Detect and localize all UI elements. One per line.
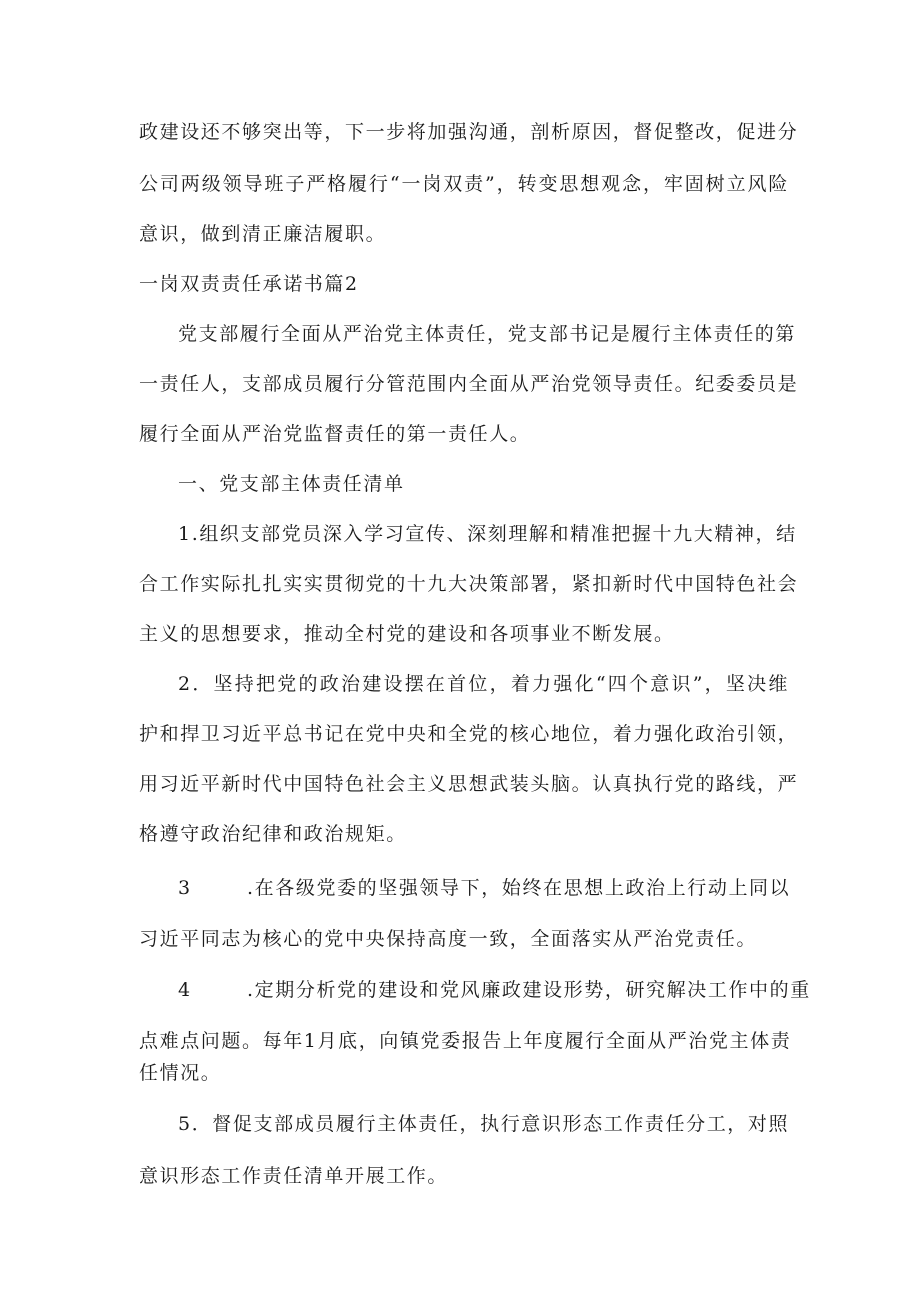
text-line: .在各级党委的坚强领导下，始终在思想上政治上行动上同以 bbox=[247, 877, 791, 899]
text-line: 习近平同志为核心的党中央保持高度一致，全面落实从严治党责任。 bbox=[139, 928, 758, 950]
text-line: 主义的思想要求，推动全村党的建设和各项事业不断发展。 bbox=[139, 623, 675, 645]
item-number: 3 bbox=[178, 877, 191, 899]
text-line: 意识形态工作责任清单开展工作。 bbox=[139, 1165, 449, 1187]
text-line: 公司两级领导班子严格履行“一岗双责”，转变思想观念，牢固树立风险 bbox=[139, 173, 789, 195]
text-line: 护和捍卫习近平总书记在党中央和全党的核心地位，着力强化政治引领， bbox=[139, 723, 799, 745]
section-title: 一岗双责责任承诺书篇2 bbox=[139, 273, 359, 295]
text-line: 2．坚持把党的政治建设摆在首位，着力强化“四个意识”，坚决维 bbox=[178, 673, 789, 695]
item-number: 4 bbox=[178, 979, 191, 1001]
text-line: .定期分析党的建设和党风廉政建设形势，研究解决工作中的重 bbox=[247, 979, 811, 1001]
text-line: 党支部履行全面从严治党主体责任，党支部书记是履行主体责任的第 bbox=[178, 323, 797, 345]
text-line: 履行全面从严治党监督责任的第一责任人。 bbox=[139, 423, 531, 445]
text-line: 5．督促支部成员履行主体责任，执行意识形态工作责任分工，对照 bbox=[178, 1113, 790, 1135]
list-heading: 一、党支部主体责任清单 bbox=[178, 473, 405, 495]
text-line: 一责任人，支部成员履行分管范围内全面从严治党领导责任。纪委委员是 bbox=[139, 373, 799, 395]
text-line: 合工作实际扎扎实实贯彻党的十九大决策部署，紧扣新时代中国特色社会 bbox=[139, 573, 799, 595]
text-line: 用习近平新时代中国特色社会主义思想武装头脑。认真执行党的路线，严 bbox=[139, 773, 799, 795]
text-line: 格遵守政治纪律和政治规矩。 bbox=[139, 823, 407, 845]
text-line: 1.组织支部党员深入学习宣传、深刻理解和精准把握十九大精神，结 bbox=[178, 523, 797, 545]
text-line: 任情况。 bbox=[139, 1062, 222, 1084]
text-line: 意识，做到清正廉洁履职。 bbox=[139, 223, 387, 245]
text-line: 点难点问题。每年1月底，向镇党委报告上年度履行全面从严治党主体责 bbox=[139, 1030, 792, 1052]
text-line: 政建设还不够突出等，下一步将加强沟通，剖析原因，督促整改，促进分 bbox=[139, 121, 799, 143]
